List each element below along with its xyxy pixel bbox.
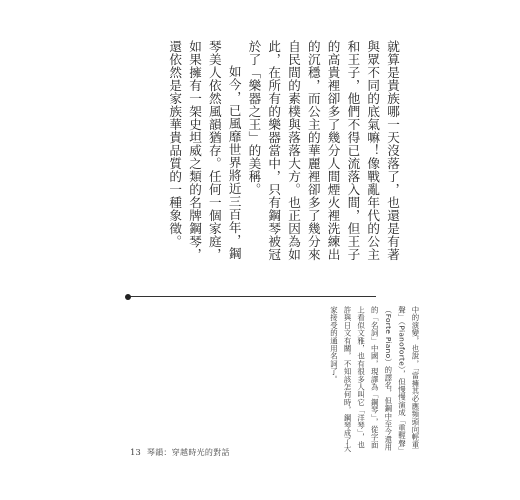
page-number: 13: [130, 447, 141, 458]
divider-dot-icon: [125, 294, 131, 300]
main-body-text: [164, 40, 402, 266]
main-paragraph-2: 如今，已風靡世界將近三百年，鋼琴美人依然風韻猶存。任何一個家庭，如果擁有一架史坦威之類的名牌鋼琴，還依然是家族華貴品質的一種象徵。: [167, 40, 242, 261]
divider-rule: [127, 296, 376, 297]
side-note: [327, 306, 422, 456]
main-paragraph-1: 就算是貴族哪一天沒落了，也還是有著與眾不同的底氣嘛！像戰亂年代的公主和王子，他們不得已流落入間，但王子的高貴裡卻多了幾分人間煙火裡洗練出的沉穩，而公主的華麗裡卻多了幾分來自民間的素樸與落落大方。也正因為如此，在所有的樂器當中，只有鋼琴被冠於了「樂器之王」的美稱。: [246, 40, 400, 261]
page-footer: [130, 447, 230, 458]
book-title: 琴韻：穿越時光的對話: [146, 448, 230, 457]
side-note-paragraph: 中的演變，也說，「當擁其必應頻頭向輕重聲」（Pianoforte），但慢慢演成「重輕聲」（Forte Piano）的譯名，但鋼中至今還用的「名詞」中國，現譯為「鋼琴」，從字面上看似文雅，也有很多人叫它「洋琴」，也許與日文有關，不知該怎何時，鋼琴成了大家接受的通用名詞了。: [329, 306, 420, 455]
